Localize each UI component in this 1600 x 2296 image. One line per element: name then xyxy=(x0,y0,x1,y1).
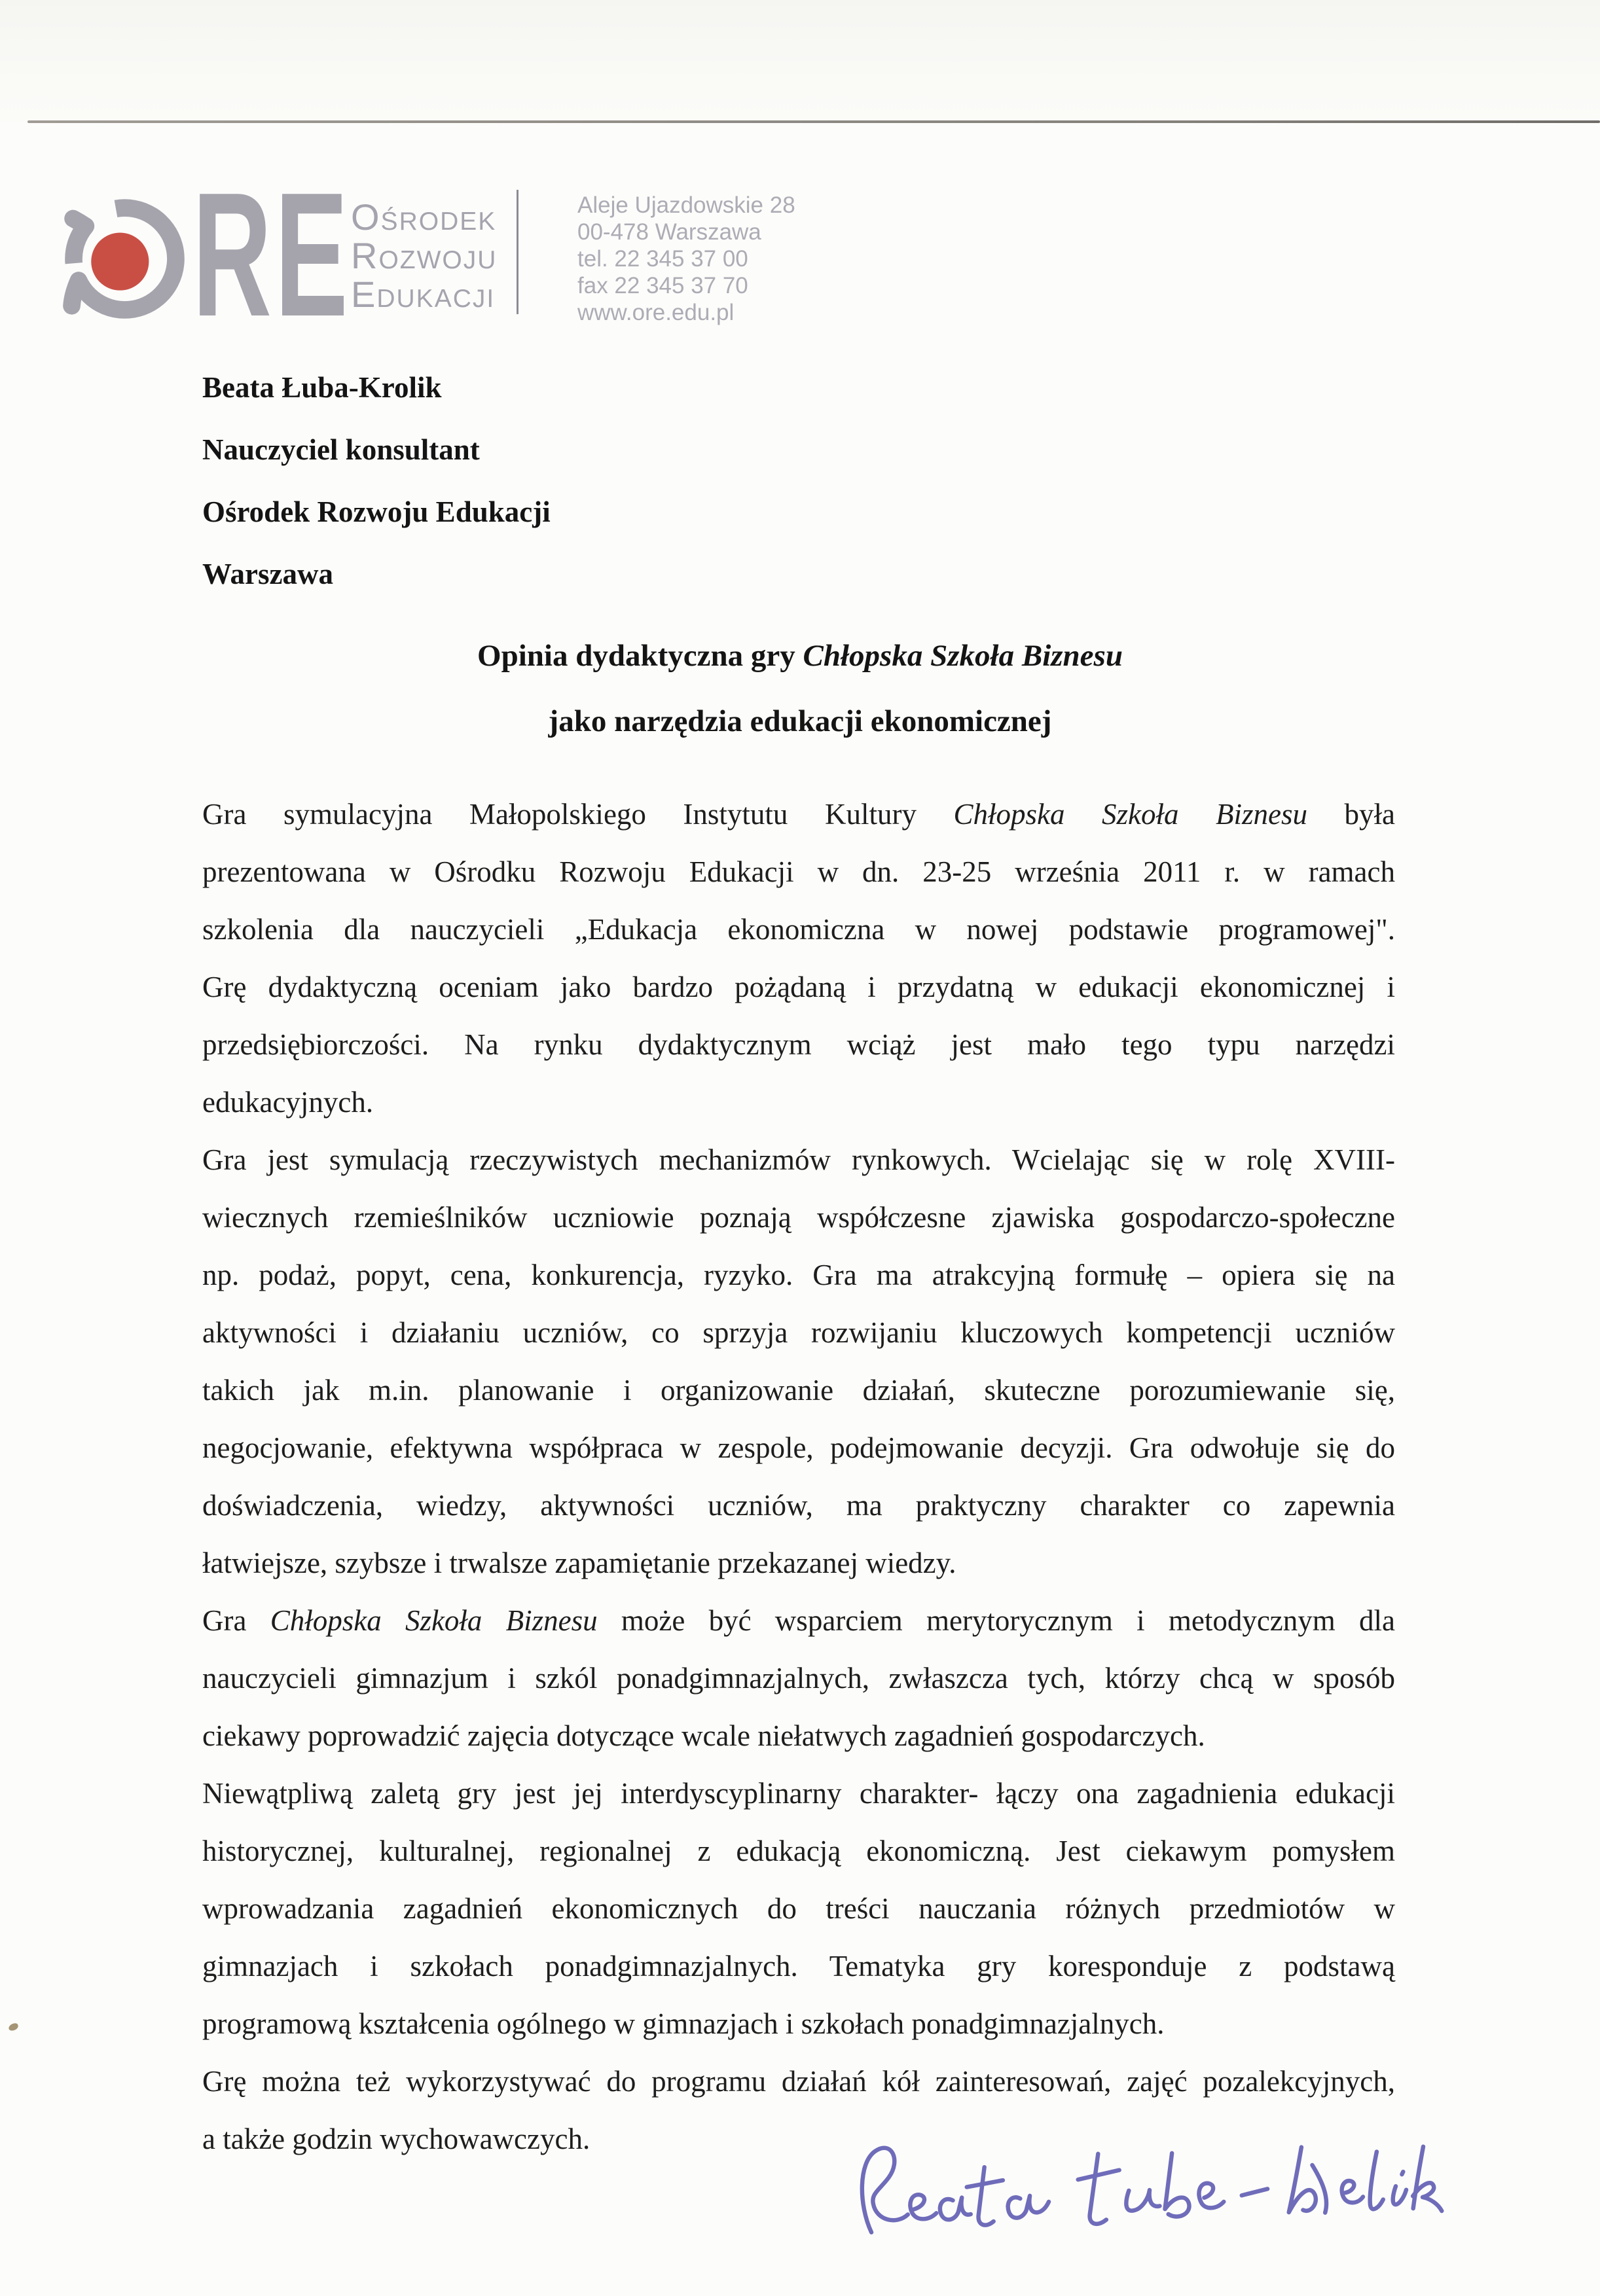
address-block xyxy=(577,192,795,326)
body-run: programową kształcenia ogólnego w gimnazjach i szkołach ponadgimnazjalnych. xyxy=(202,2007,1165,2040)
body-run: takich jak m.in. planowanie i organizowanie działań, skuteczne porozumiewanie się, xyxy=(202,1374,1395,1407)
body-line xyxy=(202,1419,1395,1477)
game-title-italic: Chłopska Szkoła Biznesu xyxy=(953,798,1307,831)
body-run: szkolenia dla nauczycieli „Edukacja ekonomiczna w nowej podstawie programowej". xyxy=(202,913,1395,946)
sender-block xyxy=(202,357,551,605)
body-run: przedsiębiorczości. Na rynku dydaktycznym wciąż jest mało tego typu narzędzi xyxy=(202,1028,1395,1061)
org-name-block xyxy=(351,198,497,314)
body-line xyxy=(202,1246,1395,1304)
body-line xyxy=(202,1995,1395,2053)
body-run: nauczycieli gimnazjum i szkól ponadgimnazjalnych, zwłaszcza tych, którzy chcą w sposób xyxy=(202,1662,1395,1695)
sender-role: Nauczyciel konsultant xyxy=(202,433,480,466)
body-line xyxy=(202,1477,1395,1534)
ore-logo-o-icon xyxy=(58,192,192,326)
body-line xyxy=(202,1592,1395,1649)
body-line xyxy=(202,958,1395,1016)
scan-background-band xyxy=(0,0,1600,122)
body-run: np. podaż, popyt, cena, konkurencja, ryzyko. Gra ma atrakcyjną formułę – opiera się na xyxy=(202,1259,1395,1291)
title-line-1 xyxy=(204,623,1396,689)
sender-city: Warszawa xyxy=(202,558,333,590)
body-run: gimnazjach i szkołach ponadgimnazjalnych. Tematyka gry koresponduje z podstawą xyxy=(202,1950,1395,1982)
letterhead-divider xyxy=(517,190,518,314)
body-line xyxy=(202,1304,1395,1361)
title-prefix: Opinia dydaktyczna gry xyxy=(477,639,803,673)
sender-institution: Ośrodek Rozwoju Edukacji xyxy=(202,495,551,528)
letter-title xyxy=(204,623,1396,754)
page-top-edge xyxy=(27,120,1600,123)
body-line xyxy=(202,843,1395,901)
body-run: była xyxy=(1307,798,1395,831)
body-run: edukacyjnych. xyxy=(202,1086,374,1119)
body-run: Gra xyxy=(202,1604,270,1637)
body-line xyxy=(202,1361,1395,1419)
body-line xyxy=(202,1016,1395,1073)
address-line: 00-478 Warszawa xyxy=(577,219,761,245)
ore-logo-letters: RE xyxy=(192,156,352,353)
org-name-line: Rozwoju xyxy=(351,235,498,276)
body-run: Grę można też wykorzystywać do programu działań kół zainteresowań, zajęć pozalekcyjnych, xyxy=(202,2065,1395,2098)
signature-handwritten xyxy=(840,2118,1465,2265)
body-run: ciekawy poprowadzić zajęcia dotyczące wcale niełatwych zagadnień gospodarczych. xyxy=(202,1719,1205,1752)
body-run: Grę dydaktyczną oceniam jako bardzo pożądaną i przydatną w edukacji ekonomicznej i xyxy=(202,971,1395,1003)
body-run: Gra jest symulacją rzeczywistych mechanizmów rynkowych. Wcielając się w rolę XVIII- xyxy=(202,1143,1395,1176)
game-title-italic: Chłopska Szkoła Biznesu xyxy=(270,1604,598,1637)
body-line xyxy=(202,1765,1395,1822)
title-game-name: Chłopska Szkoła Biznesu xyxy=(803,639,1123,673)
body-line xyxy=(202,901,1395,958)
body-line xyxy=(202,1073,1395,1131)
body-line xyxy=(202,1534,1395,1592)
body-run: łatwiejsze, szybsze i trwalsze zapamiętanie przekazanej wiedzy. xyxy=(202,1547,956,1579)
body-line xyxy=(202,1937,1395,1995)
title-line-2: jako narzędzia edukacji ekonomicznej xyxy=(548,704,1052,738)
body-line xyxy=(202,2053,1395,2110)
body-run: może być wsparciem merytorycznym i metodycznym dla xyxy=(597,1604,1395,1637)
body-run: doświadczenia, wiedzy, aktywności uczniów, ma praktyczny charakter co zapewnia xyxy=(202,1489,1395,1522)
address-line: tel. 22 345 37 00 xyxy=(577,246,748,272)
body-line xyxy=(202,1707,1395,1765)
body-run: wprowadzania zagadnień ekonomicznych do treści nauczania różnych przedmiotów w xyxy=(202,1892,1395,1925)
address-line: fax 22 345 37 70 xyxy=(577,273,748,298)
body-run: Niewątpliwą zaletą gry jest jej interdyscyplinarny charakter- łączy ona zagadnienia edukacji xyxy=(202,1777,1395,1810)
body-run: wiecznych rzemieślników uczniowie poznają współczesne zjawiska gospodarczo-społeczne xyxy=(202,1201,1395,1234)
website-text: www.ore.edu.pl xyxy=(577,300,735,325)
body-line xyxy=(202,1189,1395,1246)
sender-name: Beata Łuba-Krolik xyxy=(202,371,442,404)
scan-speck xyxy=(8,2022,19,2032)
body-line xyxy=(202,1822,1395,1880)
body-line xyxy=(202,785,1395,843)
body-run: historycznej, kulturalnej, regionalnej z edukacją ekonomiczną. Jest ciekawym pomysłem xyxy=(202,1835,1395,1867)
body-run: negocjowanie, efektywna współpraca w zespole, podejmowanie decyzji. Gra odwołuje się do xyxy=(202,1431,1395,1464)
body-run: a także godzin wychowawczych. xyxy=(202,2123,591,2155)
body-line xyxy=(202,1131,1395,1189)
body-run: prezentowana w Ośrodku Rozwoju Edukacji w dn. 23-25 września 2011 r. w ramach xyxy=(202,855,1395,888)
body-run: aktywności i działaniu uczniów, co sprzyja rozwijaniu kluczowych kompetencji uczniów xyxy=(202,1316,1395,1349)
body-run: Gra symulacyjna Małopolskiego Instytutu Kultury xyxy=(202,798,954,831)
address-line: Aleje Ujazdowskie 28 xyxy=(577,192,795,218)
body-line xyxy=(202,1649,1395,1707)
body-text xyxy=(202,785,1395,2168)
logo-red-dot xyxy=(91,233,149,291)
org-name-line: Edukacji xyxy=(351,274,496,315)
body-line xyxy=(202,1880,1395,1937)
org-name-line: Ośrodek xyxy=(351,196,497,238)
